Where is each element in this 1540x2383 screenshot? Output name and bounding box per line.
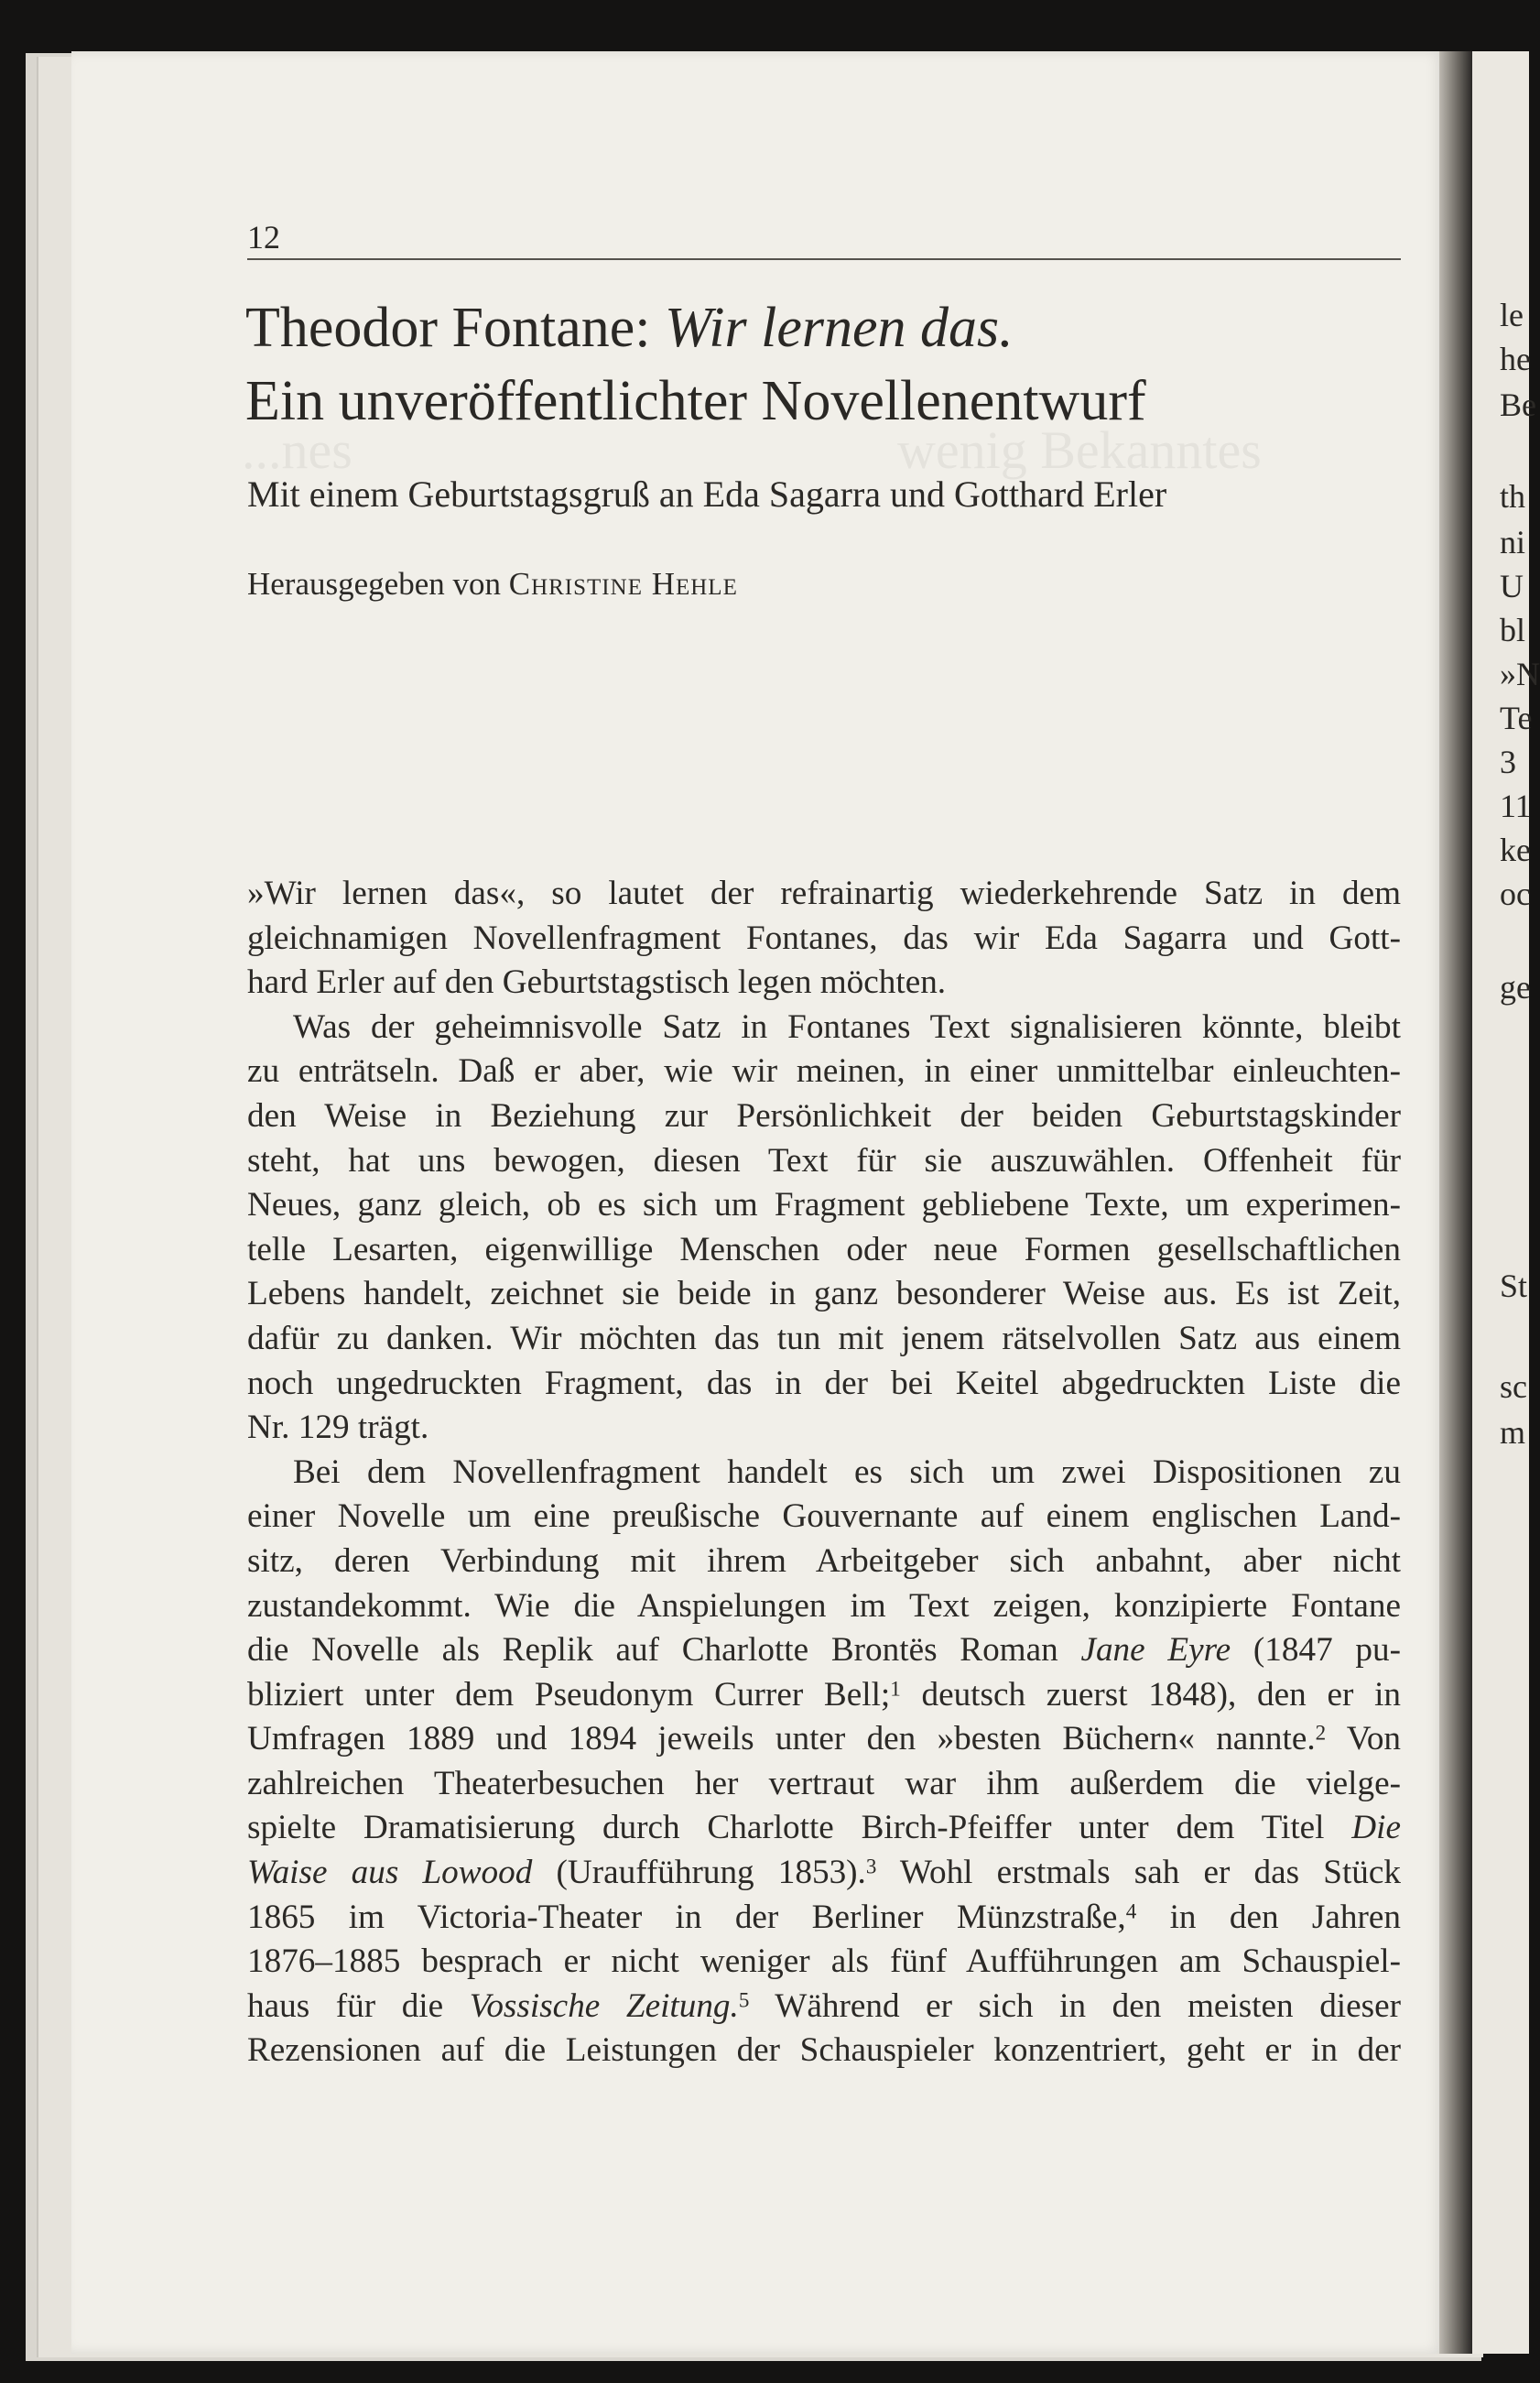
facing-fragment: 11 [1500, 788, 1532, 824]
body-line: Rezensionen auf die Leistungen der Schauspieler konzentriert, geht er in der [247, 2031, 1401, 2070]
body-fragment: (Uraufführung 1853). [532, 1854, 866, 1892]
facing-fragment: »N [1500, 656, 1540, 692]
body-fragment: Umfragen 1889 und 1894 jeweils unter den »besten Büchern« nannte. [247, 1720, 1316, 1758]
facing-fragment: th [1500, 478, 1526, 515]
editor-name: Christine Hehle [508, 566, 738, 602]
body-line: dafür zu danken. Wir möchten das tun mit jenem rätselvollen Satz aus einem [247, 1319, 1401, 1357]
play-title: Waise aus Lowood [247, 1854, 533, 1892]
facing-fragment: m [1500, 1414, 1526, 1451]
body-line: »Wir lernen das«, so lautet der refrainartig wiederkehrende Satz in dem [247, 875, 1401, 912]
body-fragment: Wohl erstmals sah er das Stück [876, 1854, 1401, 1892]
body-line [247, 1851, 1401, 1896]
page-number: 12 [247, 219, 280, 256]
body-fragment: bliziert unter dem Pseudonym Currer Bell; [247, 1675, 891, 1714]
body-text [247, 872, 1401, 2073]
footnote-ref: 2 [1315, 1720, 1327, 1745]
body-line [247, 1985, 1401, 2029]
footnote-ref: 3 [865, 1854, 877, 1878]
body-line: Nr. 129 trägt. [247, 1409, 429, 1447]
facing-fragment: sc [1500, 1368, 1527, 1405]
facing-fragment: le [1500, 297, 1524, 333]
title-work: Wir lernen das. [665, 297, 1014, 359]
facing-fragment: ge [1500, 969, 1531, 1006]
body-line: Neues, ganz gleich, ob es sich um Fragment gebliebene Texte, um experimen- [247, 1186, 1401, 1224]
body-fragment: Von [1326, 1720, 1402, 1758]
facing-fragment: ke [1500, 832, 1531, 868]
body-line: noch ungedruckten Fragment, das in der bei Keitel abgedruckten Liste die [247, 1364, 1401, 1402]
title-line-2: Ein unveröffentlichter Novellenentwurf [245, 370, 1146, 432]
body-line: einer Novelle um eine preußische Gouvernante auf einem englischen Land- [247, 1497, 1401, 1536]
book-gutter [1439, 51, 1472, 2354]
body-line: sitz, deren Verbindung mit ihrem Arbeitgeber sich anbahnt, aber nicht [247, 1541, 1401, 1580]
article-subtitle: Mit einem Geburtstagsgruß an Eda Sagarra und Gotthard Erler [247, 473, 1167, 515]
body-fragment: in den Jahren [1136, 1898, 1401, 1936]
facing-fragment: he [1500, 341, 1531, 377]
body-fragment: spielte Dramatisierung durch Charlotte Birch-Pfeiffer unter dem Titel [247, 1809, 1352, 1847]
facing-fragment: St [1500, 1268, 1528, 1304]
facing-fragment: bl [1500, 612, 1526, 648]
facing-fragment: U [1500, 568, 1524, 604]
body-line: zu enträtseln. Daß er aber, wie wir meinen, in einer unmittelbar einleuchten- [247, 1052, 1401, 1091]
body-line: Was der geheimnisvolle Satz in Fontanes Text signalisieren könnte, bleibt [293, 1007, 1401, 1046]
facing-fragment: Te [1500, 700, 1533, 736]
body-line [247, 1806, 1401, 1851]
play-title: Die [1351, 1809, 1401, 1847]
body-line: 1876–1885 besprach er nicht weniger als fünf Aufführungen am Schauspiel- [247, 1942, 1401, 1981]
body-fragment: 1865 im Victoria-Theater in der Berliner Münzstraße, [247, 1898, 1126, 1936]
body-fragment: (1847 pu- [1231, 1631, 1401, 1670]
body-line: telle Lesarten, eigenwillige Menschen oder neue Formen gesellschaftlichen [247, 1230, 1401, 1268]
footnote-ref: 4 [1125, 1899, 1137, 1923]
facing-fragment: ni [1500, 524, 1526, 560]
body-line: Lebens handelt, zeichnet sie beide in ganz besonderer Weise aus. Es ist Zeit, [247, 1275, 1401, 1313]
editor-credit [247, 562, 738, 606]
header-rule [247, 258, 1401, 260]
book-title-jane-eyre: Jane Eyre [1080, 1631, 1231, 1670]
show-through-text: ...nes [242, 420, 352, 480]
body-line [247, 1628, 1401, 1673]
body-line: Bei dem Novellenfragment handelt es sich um zwei Dispositionen zu [293, 1453, 1401, 1491]
article-title [245, 291, 1399, 438]
editor-prefix: Herausgegeben von [247, 566, 509, 602]
show-through-text: wenig Bekanntes [897, 420, 1262, 480]
facing-fragment: 3 [1500, 744, 1516, 780]
body-line: steht, hat uns bewogen, diesen Text für sie auszuwählen. Offenheit für [247, 1141, 1401, 1180]
body-fragment: deutsch zuerst 1848), den er in [900, 1675, 1401, 1714]
body-line [247, 1896, 1401, 1941]
body-line: hard Erler auf den Geburtstagstisch legen möchten. [247, 963, 947, 1002]
footnote-ref: 5 [738, 1987, 750, 2012]
facing-page [1472, 51, 1540, 2354]
body-fragment: haus für die [247, 1986, 470, 2025]
body-line: gleichnamigen Novellenfragment Fontanes, das wir Eda Sagarra und Gott- [247, 919, 1401, 957]
footnote-ref: 1 [890, 1676, 901, 1701]
body-fragment: Während er sich in den meisten dieser [749, 1986, 1401, 2025]
body-line: zahlreichen Theaterbesuchen her vertraut war ihm außerdem die vielge- [247, 1764, 1401, 1802]
body-line: den Weise in Beziehung zur Persönlichkeit der beiden Geburtstagskinder [247, 1096, 1401, 1135]
body-line: zustandekommt. Wie die Anspielungen im Text zeigen, konzipierte Fontane [247, 1586, 1401, 1625]
body-line [247, 1717, 1401, 1762]
body-line [247, 1673, 1401, 1718]
facing-fragment: Be [1500, 386, 1536, 423]
facing-fragment: oc [1500, 876, 1531, 912]
title-author: Theodor Fontane: [245, 297, 666, 359]
body-fragment: die Novelle als Replik auf Charlotte Brontës Roman [247, 1631, 1081, 1670]
newspaper-title: Vossische Zeitung. [469, 1986, 739, 2025]
